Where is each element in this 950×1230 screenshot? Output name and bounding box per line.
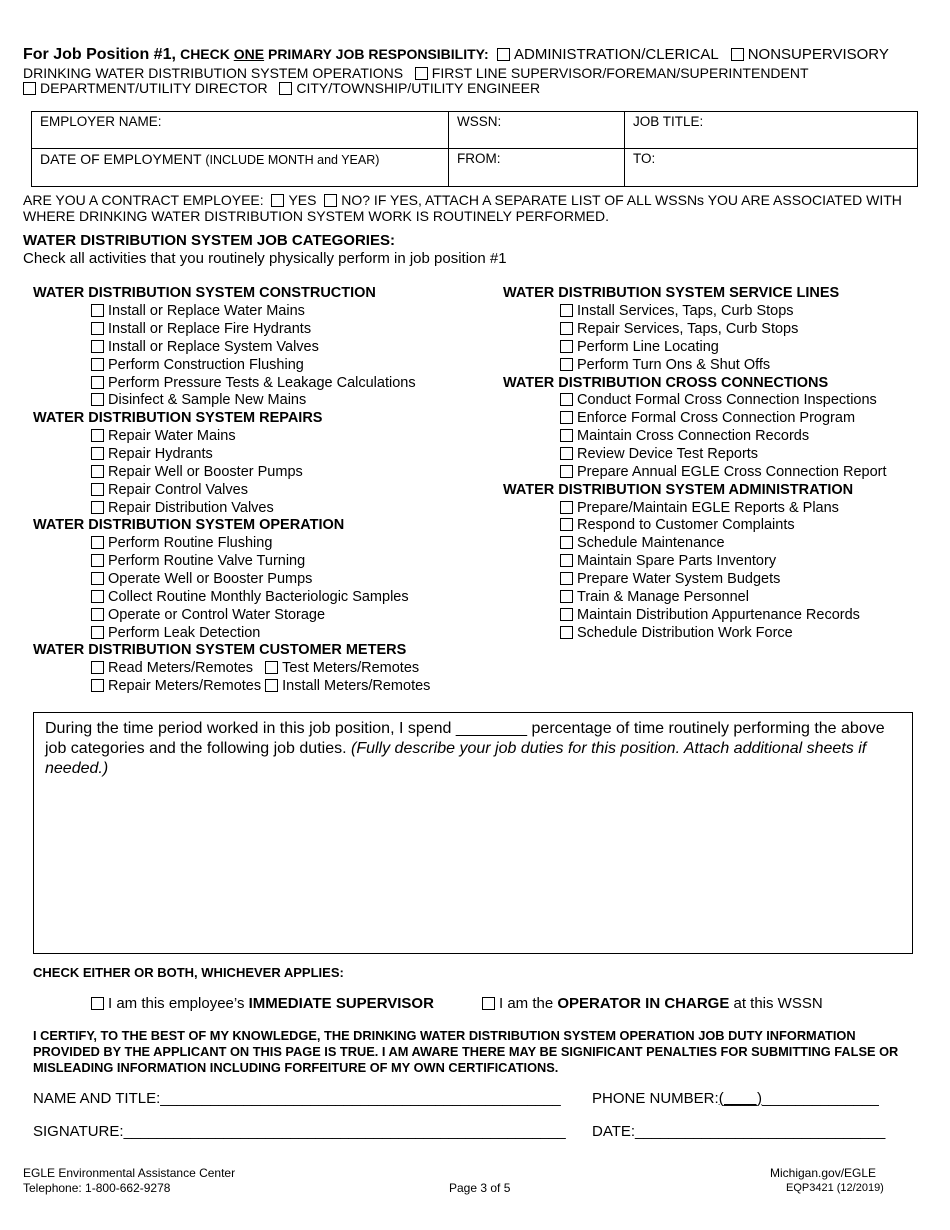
employer-name-field[interactable]: EMPLOYER NAME: xyxy=(32,112,449,149)
operation-item[interactable]: Perform Leak Detection xyxy=(91,625,260,641)
checkbox[interactable] xyxy=(91,554,104,567)
checkbox[interactable] xyxy=(560,501,573,514)
administration-item[interactable]: Schedule Maintenance xyxy=(560,535,725,551)
job-categories-instruction: Check all activities that you routinely physically perform in job position #1 xyxy=(23,250,507,267)
first-line-supervisor-checkbox[interactable] xyxy=(415,67,428,80)
repairs-title: WATER DISTRIBUTION SYSTEM REPAIRS xyxy=(33,410,323,426)
administration-item[interactable]: Prepare Water System Budgets xyxy=(560,571,780,587)
footer-site: Michigan.gov/EGLE xyxy=(770,1166,877,1180)
administration-item[interactable]: Schedule Distribution Work Force xyxy=(560,625,793,641)
operation-item[interactable]: Operate or Control Water Storage xyxy=(91,607,325,623)
checkbox[interactable] xyxy=(560,393,573,406)
operator-in-charge-checkbox[interactable] xyxy=(482,997,495,1010)
job-responsibility-line-2: DRINKING WATER DISTRIBUTION SYSTEM OPERATIONS FIRST LINE SUPERVISOR/FOREMAN/SUPERINTENDENT xyxy=(23,65,809,81)
checkbox[interactable] xyxy=(560,518,573,531)
checkbox[interactable] xyxy=(560,358,573,371)
service-lines-item[interactable]: Repair Services, Taps, Curb Stops xyxy=(560,321,798,337)
department-director-label: DEPARTMENT/UTILITY DIRECTOR xyxy=(40,80,268,96)
meters-row-1: Read Meters/Remotes Test Meters/Remotes xyxy=(91,660,419,676)
date-of-employment-label: DATE OF EMPLOYMENT (INCLUDE MONTH and YEAR) xyxy=(32,149,449,187)
checkbox[interactable] xyxy=(91,358,104,371)
administration-item[interactable]: Maintain Spare Parts Inventory xyxy=(560,553,776,569)
meters-title: WATER DISTRIBUTION SYSTEM CUSTOMER METERS xyxy=(33,642,407,658)
checkbox[interactable] xyxy=(91,608,104,621)
cross-connections-title: WATER DISTRIBUTION CROSS CONNECTIONS xyxy=(503,375,829,391)
checkbox[interactable] xyxy=(91,572,104,585)
to-date-field[interactable]: TO: xyxy=(625,149,918,187)
meters-row-2: Repair Meters/Remotes Install Meters/Remotes xyxy=(91,678,430,694)
job-duties-textarea[interactable] xyxy=(33,712,913,954)
service-lines-item[interactable]: Perform Line Locating xyxy=(560,339,719,355)
construction-item[interactable]: Disinfect & Sample New Mains xyxy=(91,392,306,408)
operation-item[interactable]: Operate Well or Booster Pumps xyxy=(91,571,312,587)
administration-item[interactable]: Maintain Distribution Appurtenance Records xyxy=(560,607,860,623)
job-responsibility-line-3 xyxy=(23,80,540,96)
operation-item[interactable]: Perform Routine Flushing xyxy=(91,535,272,551)
checkbox[interactable] xyxy=(560,626,573,639)
page-number: Page 3 of 5 xyxy=(449,1181,511,1195)
checkbox[interactable] xyxy=(91,322,104,335)
repairs-item[interactable]: Repair Well or Booster Pumps xyxy=(91,464,303,480)
checkbox[interactable] xyxy=(91,590,104,603)
checkbox[interactable] xyxy=(560,465,573,478)
repairs-item[interactable]: Repair Water Mains xyxy=(91,428,236,444)
operator-in-charge-option[interactable]: I am the OPERATOR IN CHARGE at this WSSN xyxy=(482,995,823,1012)
checkbox[interactable] xyxy=(560,554,573,567)
read-meters-checkbox[interactable] xyxy=(91,661,104,674)
job-title-field[interactable]: JOB TITLE: xyxy=(625,112,918,149)
checkbox[interactable] xyxy=(560,572,573,585)
administration-item[interactable]: Respond to Customer Complaints xyxy=(560,517,795,533)
checkbox[interactable] xyxy=(91,536,104,549)
signature-field[interactable]: SIGNATURE:_____________________________________________________ xyxy=(33,1123,566,1140)
service-lines-item[interactable]: Install Services, Taps, Curb Stops xyxy=(560,303,794,319)
engineer-checkbox[interactable] xyxy=(279,82,292,95)
administration-item[interactable]: Prepare/Maintain EGLE Reports & Plans xyxy=(560,500,839,516)
contract-no-checkbox[interactable] xyxy=(324,194,337,207)
phone-number-field[interactable]: PHONE NUMBER:(____)______________ xyxy=(592,1090,879,1107)
immediate-supervisor-checkbox[interactable] xyxy=(91,997,104,1010)
cross-connections-item[interactable]: Conduct Formal Cross Connection Inspections xyxy=(560,392,877,408)
first-line-supervisor-label: FIRST LINE SUPERVISOR/FOREMAN/SUPERINTENDENT xyxy=(431,65,809,81)
cross-connections-item[interactable]: Enforce Formal Cross Connection Program xyxy=(560,410,855,426)
date-field[interactable]: DATE:______________________________ xyxy=(592,1123,886,1140)
service-lines-item[interactable]: Perform Turn Ons & Shut Offs xyxy=(560,357,770,373)
from-date-field[interactable]: FROM: xyxy=(449,149,625,187)
name-and-title-field[interactable]: NAME AND TITLE:________________________________________________ xyxy=(33,1090,561,1107)
immediate-supervisor-option[interactable]: I am this employee’s IMMEDIATE SUPERVISOR xyxy=(91,995,434,1012)
checkbox[interactable] xyxy=(560,322,573,335)
job-responsibility-line-1: For Job Position #1, CHECK ONE PRIMARY JOB RESPONSIBILITY: ADMINISTRATION/CLERICAL NONSUPERVISORY xyxy=(23,46,889,63)
checkbox[interactable] xyxy=(91,483,104,496)
checkbox[interactable] xyxy=(91,501,104,514)
checkbox[interactable] xyxy=(560,536,573,549)
construction-item[interactable]: Install or Replace Fire Hydrants xyxy=(91,321,311,337)
checkbox[interactable] xyxy=(560,304,573,317)
construction-item[interactable]: Install or Replace System Valves xyxy=(91,339,319,355)
job-position-label: For Job Position #1, xyxy=(23,46,176,63)
job-duties-prompt: During the time period worked in this job position, I spend ________ percentage of time routinely performing the above job categories and the following job duties. (Fully describe your job duties for this position. Attach additional sheets if needed.) xyxy=(45,720,885,777)
certification-statement: I CERTIFY, TO THE BEST OF MY KNOWLEDGE, THE DRINKING WATER DISTRIBUTION SYSTEM OPERATION JOB DUTY INFORMATION PROVIDED BY THE APPLICANT ON THIS PAGE IS TRUE. I AM AWARE THERE MAY BE SIGNIFICANT PENALTIES FOR SUBMITTING FALSE OR MISLEADING INFORMATION INCLUDING FORFEITURE OF MY OWN CERTIFICATIONS. xyxy=(33,1028,899,1075)
construction-item[interactable]: Perform Pressure Tests & Leakage Calculations xyxy=(91,375,416,391)
admin-clerical-checkbox[interactable] xyxy=(497,48,510,61)
department-director-checkbox[interactable] xyxy=(23,82,36,95)
checkbox[interactable] xyxy=(91,465,104,478)
nonsupervisory-label: NONSUPERVISORY xyxy=(747,46,889,63)
contract-employee-line2: WHERE DRINKING WATER DISTRIBUTION SYSTEM WORK IS ROUTINELY PERFORMED. xyxy=(23,208,609,224)
checkbox[interactable] xyxy=(560,608,573,621)
contract-employee-question: ARE YOU A CONTRACT EMPLOYEE: YES NO? IF YES, ATTACH A SEPARATE LIST OF ALL WSSNs YOU ARE ASSOCIATED WITH xyxy=(23,192,902,208)
footer-org: EGLE Environmental Assistance Center xyxy=(23,1166,236,1180)
repairs-item[interactable]: Repair Hydrants xyxy=(91,446,213,462)
job-categories-title: WATER DISTRIBUTION SYSTEM JOB CATEGORIES: xyxy=(23,232,395,249)
checkbox[interactable] xyxy=(91,429,104,442)
checkbox[interactable] xyxy=(91,393,104,406)
construction-item[interactable]: Install or Replace Water Mains xyxy=(91,303,305,319)
test-meters-checkbox[interactable] xyxy=(265,661,278,674)
checkbox[interactable] xyxy=(560,411,573,424)
checkbox[interactable] xyxy=(91,626,104,639)
engineer-label: CITY/TOWNSHIP/UTILITY ENGINEER xyxy=(296,80,541,96)
operation-title: WATER DISTRIBUTION SYSTEM OPERATION xyxy=(33,517,345,533)
nonsupervisory-checkbox[interactable] xyxy=(731,48,744,61)
operation-item[interactable]: Collect Routine Monthly Bacteriologic Samples xyxy=(91,589,409,605)
checkbox[interactable] xyxy=(560,447,573,460)
checkbox[interactable] xyxy=(91,447,104,460)
footer-phone: Telephone: 1-800-662-9278 xyxy=(23,1181,171,1195)
cross-connections-item[interactable]: Prepare Annual EGLE Cross Connection Report xyxy=(560,464,887,480)
checkbox[interactable] xyxy=(560,590,573,603)
employer-table xyxy=(31,111,918,187)
wssn-field[interactable]: WSSN: xyxy=(449,112,625,149)
construction-title: WATER DISTRIBUTION SYSTEM CONSTRUCTION xyxy=(33,285,376,301)
checkbox[interactable] xyxy=(91,304,104,317)
footer-form-number: EQP3421 (12/2019) xyxy=(786,1182,884,1194)
admin-clerical-label: ADMINISTRATION/CLERICAL xyxy=(513,46,719,63)
checkbox[interactable] xyxy=(91,340,104,353)
administration-item[interactable]: Train & Manage Personnel xyxy=(560,589,749,605)
repair-meters-checkbox[interactable] xyxy=(91,679,104,692)
repairs-item[interactable]: Repair Control Valves xyxy=(91,482,248,498)
service-lines-title: WATER DISTRIBUTION SYSTEM SERVICE LINES xyxy=(503,285,840,301)
install-meters-checkbox[interactable] xyxy=(265,679,278,692)
cross-connections-item[interactable]: Maintain Cross Connection Records xyxy=(560,428,809,444)
contract-yes-checkbox[interactable] xyxy=(271,194,284,207)
repairs-item[interactable]: Repair Distribution Valves xyxy=(91,500,274,516)
operation-item[interactable]: Perform Routine Valve Turning xyxy=(91,553,305,569)
administration-title: WATER DISTRIBUTION SYSTEM ADMINISTRATION xyxy=(503,482,854,498)
checkbox[interactable] xyxy=(91,376,104,389)
verification-title: CHECK EITHER OR BOTH, WHICHEVER APPLIES: xyxy=(33,965,344,980)
checkbox[interactable] xyxy=(560,340,573,353)
cross-connections-item[interactable]: Review Device Test Reports xyxy=(560,446,758,462)
checkbox[interactable] xyxy=(560,429,573,442)
construction-item[interactable]: Perform Construction Flushing xyxy=(91,357,304,373)
